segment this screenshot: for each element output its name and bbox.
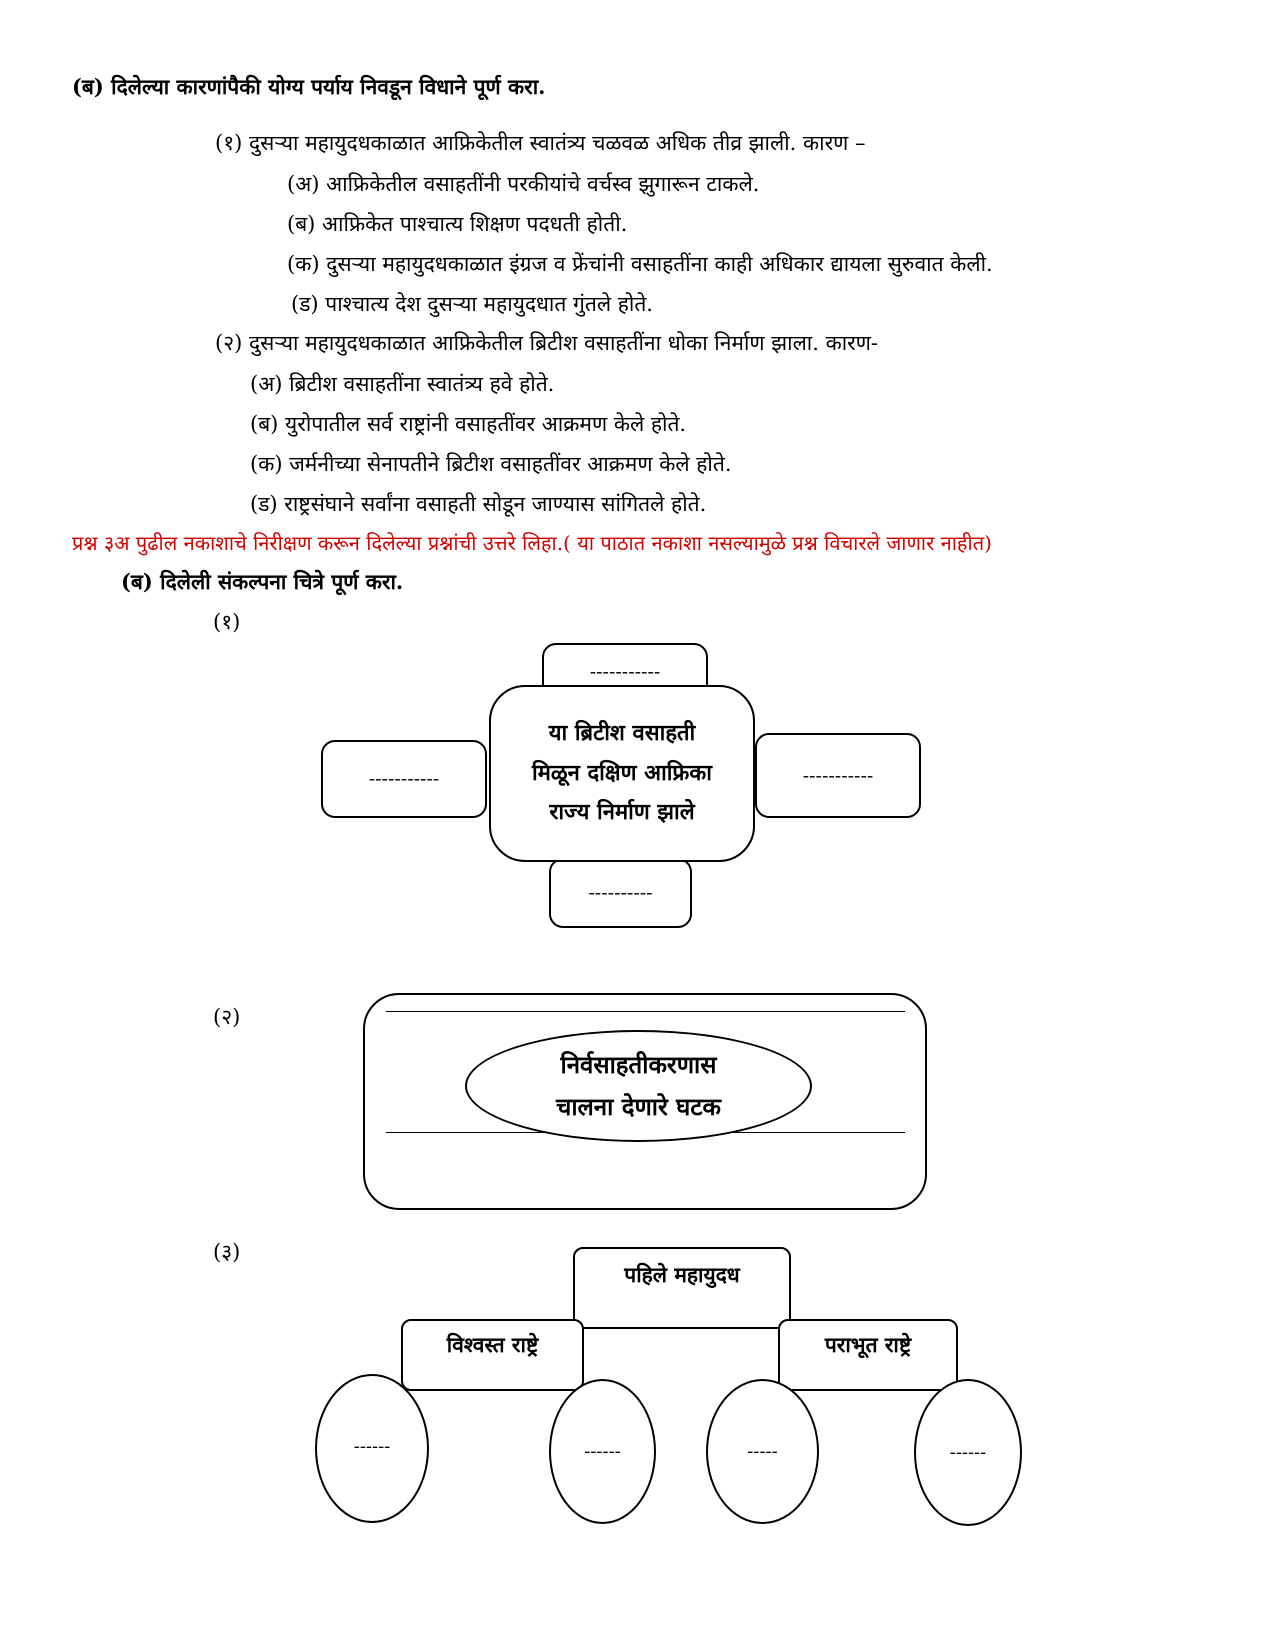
diagram-3-left-group-box	[401, 1319, 584, 1391]
diagram-1-bottom-box	[549, 858, 692, 928]
diagram-1-bottom-blank: ----------	[588, 882, 653, 904]
question-1-option-d: (ड) पाश्चात्य देश दुसऱ्या महायुदधात गुंतले होते.	[291, 292, 653, 316]
diagram-1-center-line-1: या ब्रिटीश वसाहती	[548, 721, 696, 747]
diagram-1-top-blank: -----------	[589, 661, 661, 683]
diagram-2-top-answer-line	[386, 1011, 905, 1012]
diagram-3-circle-4	[914, 1379, 1022, 1526]
diagram-2-center-ellipse	[465, 1030, 812, 1142]
section-heading-concept-diagrams: (ब) दिलेली संकल्पना चित्रे पूर्ण करा.	[121, 569, 404, 594]
section-heading-choose-reasons: (ब) दिलेल्या कारणांपैकी योग्य पर्याय निवडून विधाने पूर्ण करा.	[72, 74, 546, 99]
question-2-option-c: (क) जर्मनीच्या सेनापतीने ब्रिटीश वसाहतींवर आक्रमण केले होते.	[250, 452, 732, 476]
diagram-1-center-box	[489, 685, 755, 862]
diagram-1-right-blank: -----------	[802, 764, 874, 787]
diagram-1-center-line-3: राज्य निर्माण झाले	[549, 800, 695, 826]
question-3a-note: प्रश्न ३अ पुढील नकाशाचे निरीक्षण करून दिलेल्या प्रश्नांची उत्तरे लिहा.( या पाठात नकाशा नसल्यामुळे प्रश्न विचारले जाणार नाहीत)	[72, 531, 992, 555]
diagram-1-center-line-2: मिळून दक्षिण आफ्रिका	[532, 760, 712, 786]
diagram-3-left-group-label: विश्वस्त राष्ट्रे	[446, 1333, 539, 1357]
question-2-stem: (२) दुसऱ्या महायुदधकाळात आफ्रिकेतील ब्रिटीश वसाहतींना धोका निर्माण झाला. कारण-	[215, 331, 879, 355]
diagram-3-circle-4-blank: ------	[949, 1442, 987, 1463]
diagram-2-number: (२)	[213, 1005, 241, 1029]
diagram-3-right-group-label: पराभूत राष्ट्रे	[824, 1333, 912, 1357]
question-1-option-b: (ब) आफ्रिकेत पाश्चात्य शिक्षण पदधती होती.	[287, 212, 628, 236]
diagram-2-center-line-1: निर्वसाहतीकरणास	[560, 1051, 717, 1079]
diagram-1-number: (१)	[213, 610, 241, 634]
diagram-3-root-label: पहिले महायुदध	[624, 1263, 740, 1287]
question-1-option-a: (अ) आफ्रिकेतील वसाहतींनी परकीयांचे वर्चस्व झुगारून टाकले.	[287, 172, 760, 196]
diagram-3-circle-1	[315, 1374, 429, 1523]
diagram-3-circle-2-blank: ------	[584, 1441, 621, 1462]
question-2-option-a: (अ) ब्रिटीश वसाहतींना स्वातंत्र्य हवे होते.	[250, 372, 555, 396]
diagram-1-left-blank: -----------	[368, 768, 440, 790]
diagram-3-right-group-box	[778, 1319, 958, 1391]
diagram-3-circle-3-blank: -----	[747, 1441, 778, 1462]
diagram-3-circle-1-blank: ------	[353, 1436, 391, 1457]
diagram-1-right-box	[755, 733, 921, 818]
diagram-3-root-box	[573, 1247, 791, 1329]
question-2-option-b: (ब) युरोपातील सर्व राष्ट्रांनी वसाहतींवर आक्रमण केले होते.	[250, 412, 687, 436]
diagram-2-center-line-2: चालना देणारे घटक	[556, 1093, 721, 1121]
question-1-stem: (१) दुसऱ्या महायुदधकाळात आफ्रिकेतील स्वातंत्र्य चळवळ अधिक तीव्र झाली. कारण –	[215, 131, 866, 155]
diagram-3-circle-3	[706, 1379, 819, 1524]
question-2-option-d: (ड) राष्ट्रसंघाने सर्वांना वसाहती सोडून जाण्यास सांगितले होते.	[250, 492, 707, 516]
diagram-3-circle-2	[549, 1379, 656, 1524]
diagram-3-number: (३)	[213, 1240, 241, 1264]
diagram-1-left-box	[321, 740, 487, 818]
question-1-option-c: (क) दुसऱ्या महायुदधकाळात इंग्रज व फ्रेंचांनी वसाहतींना काही अधिकार द्यायला सुरुवात केली.	[287, 252, 993, 276]
